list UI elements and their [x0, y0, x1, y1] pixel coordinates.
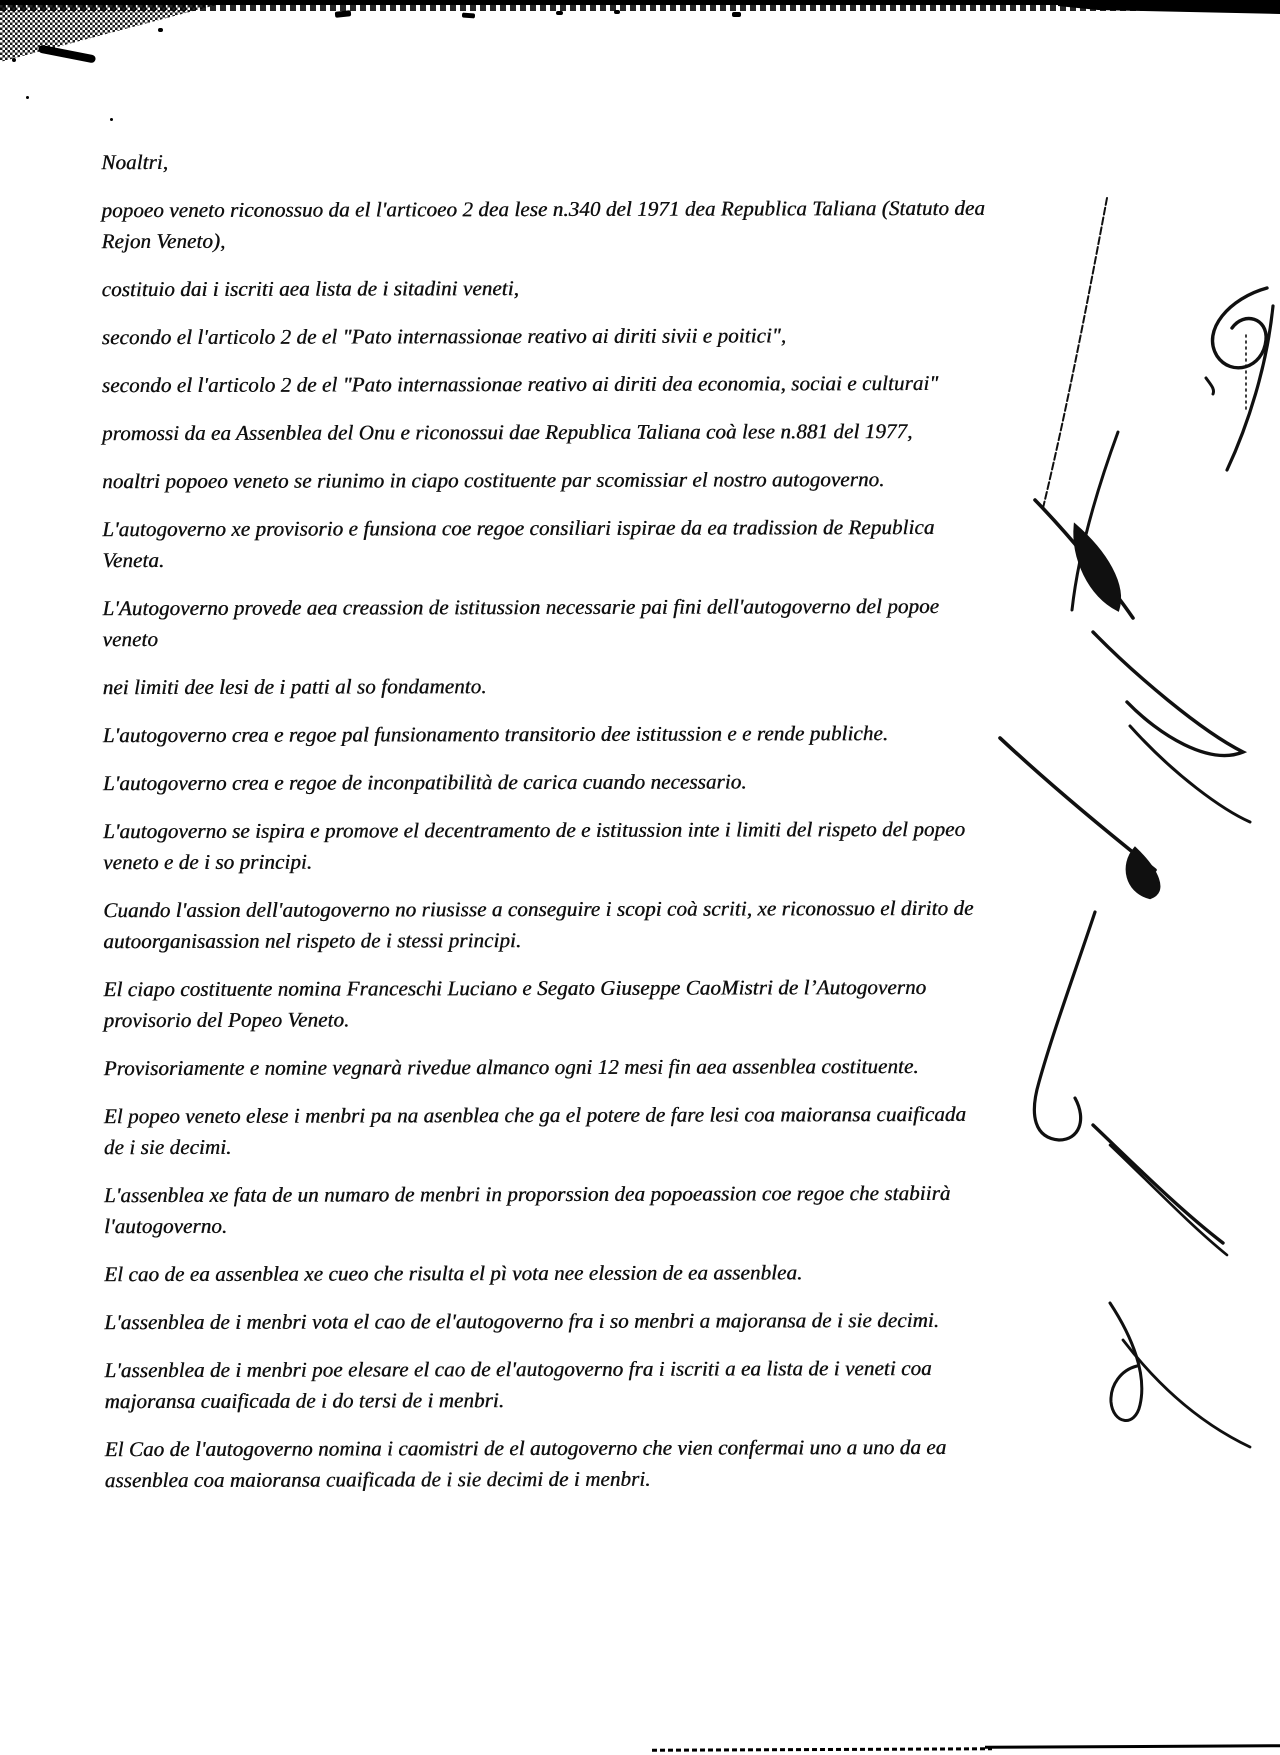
scan-artifact-bottom-line: [985, 1744, 1280, 1749]
paragraph: promossi da ea Assenblea del Onu e riconossui dae Republica Taliana coà lese n.881 del 1977,: [101, 419, 913, 446]
scan-artifact-bottom-line-dotted: [652, 1747, 992, 1751]
paragraph: Noaltri,: [101, 149, 169, 175]
scan-speck: [158, 28, 163, 32]
paragraph: noaltri popoeo veneto se riunimo in ciapo costituente par scomissiar el nostro autogoverno.: [102, 467, 885, 494]
scan-artifact-corner-dither: [0, 0, 235, 62]
paragraph: El popeo veneto elese i menbri pa na asenblea che ga el potere de fare lesi coa maioransa cuaificada de i sie decimi.: [103, 1101, 967, 1160]
paragraph: L'assenblea de i menbri vota el cao de el'autogoverno fra i so menbri a majoransa de i sie decimi.: [104, 1307, 940, 1335]
paragraph: L'autogoverno crea e regoe pal funsionamento transitorio dee istitussion e e rende publiche.: [102, 721, 889, 748]
scan-speck: [12, 58, 16, 62]
paragraph: El ciapo costituente nomina Franceschi Luciano e Segato Giuseppe CaoMistri de l’Autogoverno provisorio del Popeo Veneto.: [103, 975, 927, 1033]
paragraph: El Cao de l'autogoverno nomina i caomistri de el autogoverno che vien confermai uno a uno da ea assenblea coa maioransa cuaificada de i sie decimi de i menbri.: [104, 1434, 947, 1493]
paragraph: secondo el l'articolo 2 de el "Pato internassionae reativo ai diriti sivii e poitici",: [101, 323, 787, 350]
scan-speck: [335, 10, 352, 18]
scan-speck: [732, 12, 741, 17]
signature-handwriting: [975, 170, 1275, 1460]
paragraph: costituio dai i iscriti aea lista de i sitadini veneti,: [101, 276, 519, 302]
scan-speck: [556, 11, 563, 15]
paragraph: L'autogoverno xe provisorio e funsiona coe regoe consiliari ispirae da ea tradission de Republica Veneta.: [102, 514, 935, 573]
scan-speck: [614, 10, 620, 14]
paragraph: El cao de ea assenblea xe cueo che risulta el pì vota nee elession de ea assenblea.: [104, 1260, 803, 1287]
paragraph: L'autogoverno crea e regoe de inconpatibilità de carica cuando necessario.: [102, 769, 747, 796]
paragraph: L'assenblea xe fata de un numaro de menbri in proporssion dea popoeassion coe regoe che stabiirà l'autogoverno.: [103, 1180, 951, 1239]
scan-artifact-pen-dash: [38, 45, 96, 64]
paragraph: Provisoriamente e nomine vegnarà rivedue almanco ogni 12 mesi fin aea assenblea costituente.: [103, 1054, 919, 1081]
scan-speck: [110, 118, 113, 121]
document-text: [101, 145, 990, 1513]
paragraph: nei limiti dee lesi de i patti al so fondamento.: [102, 674, 487, 700]
paragraph: L'Autogoverno provede aea creassion de istitussion necessarie pai fini dell'autogoverno del popoe veneto: [102, 593, 940, 652]
paragraph: Cuando l'assion dell'autogoverno no riusisse a conseguire i scopi coà scriti, xe riconossuo el dirito de autoorganisassion nel rispeto de i stessi principi.: [103, 895, 974, 954]
paragraph: L'autogoverno se ispira e promove el decentramento de e istitussion inte i limiti del rispeto del popeo veneto e de i so principi.: [102, 816, 966, 875]
paragraph: popoeo veneto riconossuo da el l'articoeo 2 dea lese n.340 del 1971 dea Republica Taliana (Statuto dea Rejon Veneto),: [101, 195, 985, 254]
scan-speck: [462, 13, 475, 19]
paragraph: L'assenblea de i menbri poe elesare el cao de el'autogoverno fra i iscriti a ea lista de i veneti coa majoransa cuaificada de i do tersi de i menbri.: [104, 1355, 932, 1414]
scan-speck: [26, 96, 29, 99]
scan-artifact-top-right-bar: [1058, 0, 1280, 14]
paragraph: secondo el l'articolo 2 de el "Pato internassionae reativo ai diriti dea economia, sociai e culturai": [101, 370, 939, 398]
